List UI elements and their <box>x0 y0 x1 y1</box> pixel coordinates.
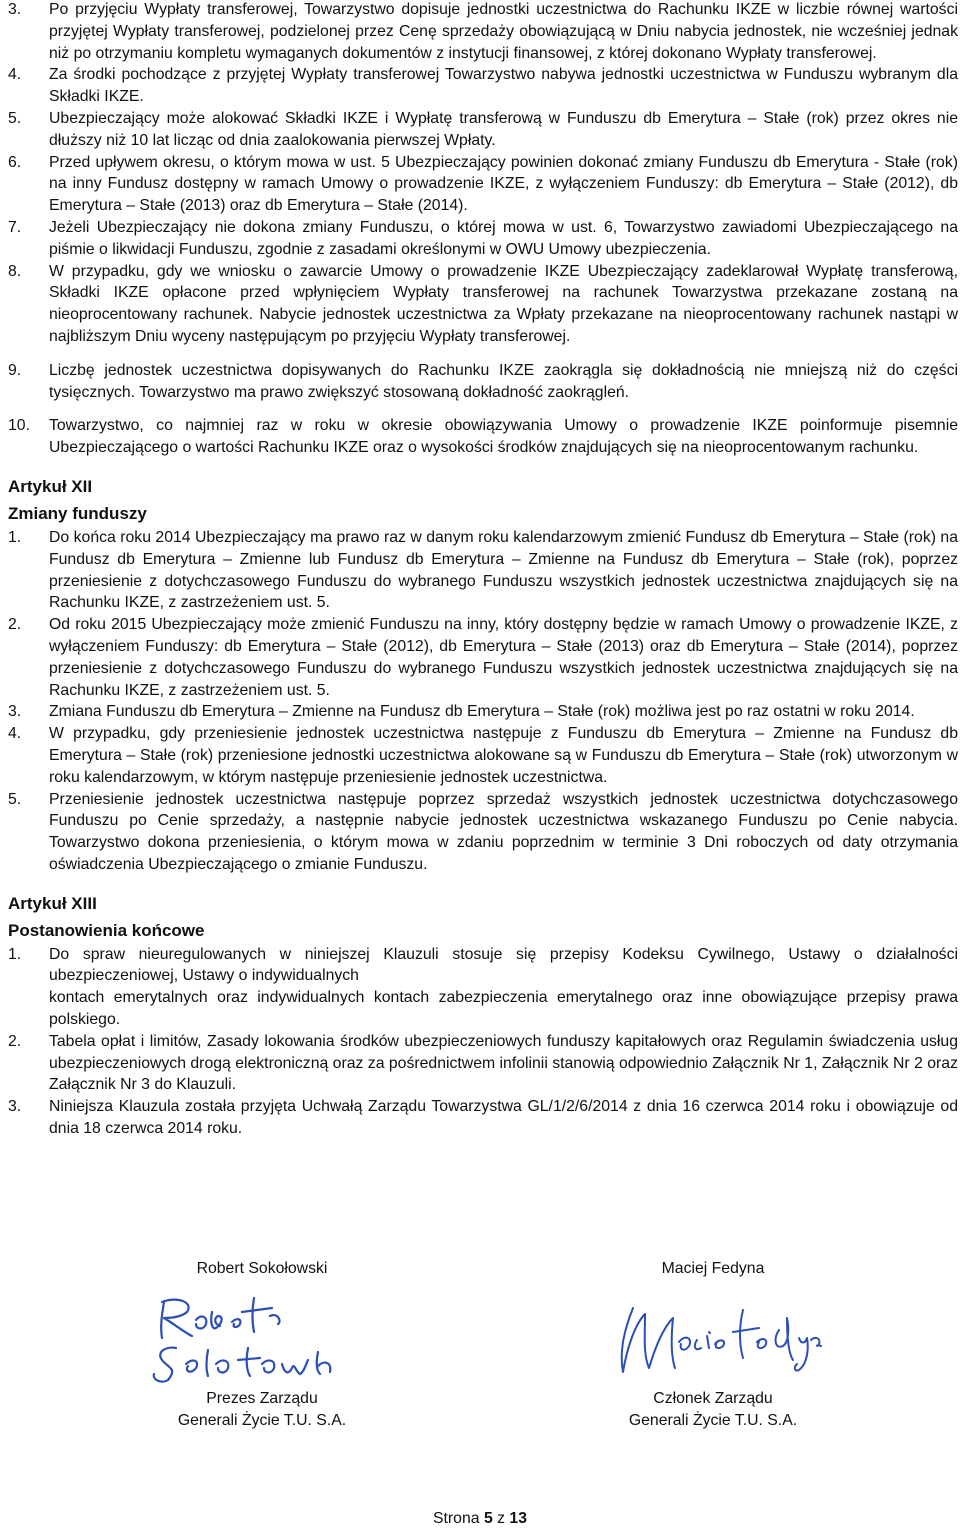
item-number: 10. <box>8 417 30 435</box>
item-text: Liczbę jednostek uczestnictwa dopisywanych do Rachunku IKZE zaokrągla się dokładnością nie mniejszą niż do części tysięcznych. Towarzystwo ma prawo zwiększyć stosowaną dokładność zaokrągleń. <box>49 361 958 401</box>
item-number: 9. <box>8 361 22 379</box>
list-item <box>8 614 958 701</box>
page-label: Strona <box>433 1510 480 1527</box>
article-13-list <box>8 944 958 1140</box>
article-subtitle: Postanowienia końcowe <box>8 920 205 940</box>
item-number: 2. <box>8 616 22 634</box>
list-item <box>8 701 958 723</box>
item-number: 4. <box>8 725 22 743</box>
article-12-list <box>8 527 958 876</box>
list-item <box>8 152 958 217</box>
item-number: 2. <box>8 1032 22 1050</box>
total-pages-number: 13 <box>509 1510 527 1527</box>
handwritten-signature-icon <box>593 1288 833 1388</box>
item-text: Niniejsza Klauzula została przyjęta Uchwałą Zarządu Towarzystwa GL/1/2/6/2014 z dnia 16 czerwca 2014 roku i obowiązuje od dnia 18 czerwca 2014 roku. <box>49 1098 958 1138</box>
item-number: 8. <box>8 262 22 280</box>
list-item <box>8 108 958 152</box>
signature-left <box>112 1258 412 1432</box>
page-footer <box>0 1508 960 1530</box>
handwritten-signature-icon <box>142 1288 382 1388</box>
list-item <box>8 723 958 788</box>
current-page-number: 5 <box>483 1510 493 1527</box>
item-number: 1. <box>8 945 22 963</box>
list-item <box>8 1096 958 1140</box>
list-item <box>8 0 958 64</box>
item-text: Towarzystwo, co najmniej raz w roku w okresie obowiązywania Umowy o prowadzenie IKZE poinformuje pisemnie Ubezpieczającego o wartości Rachunku IKZE oraz o wysokości środków znajdujących się na nieoprocentowanym rachunku. <box>49 417 958 457</box>
item-number: 4. <box>8 66 22 84</box>
item-text: W przypadku, gdy we wniosku o zawarcie Umowy o prowadzenie IKZE Ubezpieczający zadeklarował Wypłatę transferową, Składki IKZE opłacone przed wpłynięciem Wypłaty transferowej na rachunek Towarzystwa przekazane zostaną na nieoprocentowany rachunek. Nabycie jednostek uczestnictwa za Wpłaty przekazane na nieoprocentowany rachunek nastąpi w najbliższym Dniu wyceny następującym po przyjęciu Wypłaty transferowej. <box>49 262 958 345</box>
item-number: 5. <box>8 790 22 808</box>
article-title: Artykuł XIII <box>8 893 97 913</box>
item-number: 7. <box>8 218 22 236</box>
item-text: Ubezpieczający może alokować Składki IKZE i Wypłatę transferową w Funduszu db Emerytura – Stałe (rok) przez okres nie dłuższy niż 10 lat licząc od dnia zaalokowania pierwszej Wpłaty. <box>49 109 958 149</box>
article-title: Artykuł XII <box>8 476 93 496</box>
list-item <box>8 944 958 1031</box>
signatory-name: Maciej Fedyna <box>661 1260 765 1277</box>
list-item <box>8 261 958 348</box>
list-item <box>8 415 958 459</box>
item-text: Do końca roku 2014 Ubezpieczający ma prawo raz w danym roku kalendarzowym zmienić Fundusz db Emerytura – Stałe (rok) na Fundusz db Emerytura – Zmienne lub Fundusz db Emerytura – Zmienne na Fundusz db Emerytura – Stałe (rok), poprzez przeniesienie z dotychczasowego Funduszu do wybranego Funduszu wszystkich jednostek uczestnictwa znajdujących się na Rachunku IKZE, z zastrzeżeniem ust. 5. <box>49 528 958 612</box>
article-subtitle: Zmiany funduszy <box>8 503 147 523</box>
article-13-heading <box>8 890 958 944</box>
page-separator: z <box>497 1510 506 1527</box>
signatory-role: Członek Zarządu <box>653 1390 773 1407</box>
item-number: 3. <box>8 703 22 721</box>
list-item <box>8 360 958 404</box>
item-number: 3. <box>8 1 22 18</box>
item-number: 1. <box>8 528 22 546</box>
item-text: Jeżeli Ubezpieczający nie dokona zmiany Funduszu, o której mowa w ust. 6, Towarzystwo zawiadomi Ubezpieczającego na piśmie o likwidacji Funduszu, zgodnie z zasadami określonymi w OWU Umowy ubezpieczenia. <box>49 218 958 258</box>
article-12-heading <box>8 473 958 527</box>
item-text: Zmiana Funduszu db Emerytura – Zmienne na Fundusz db Emerytura – Stałe (rok) możliwa jest po raz ostatni w roku 2014. <box>49 703 915 721</box>
item-text: Tabela opłat i limitów, Zasady lokowania środków ubezpieczeniowych funduszy kapitałowych oraz Regulamin świadczenia usług ubezpieczeniowych drogą elektroniczną oraz za pośrednictwem infolinii stanowią odpowiednio Załącznik Nr 1, Załącznik Nr 2 oraz Załącznik Nr 3 do Klauzuli. <box>49 1032 958 1094</box>
item-number: 3. <box>8 1098 22 1116</box>
signatures-block <box>0 1258 960 1448</box>
signatory-company: Generali Życie T.U. S.A. <box>628 1411 798 1429</box>
signatory-role: Prezes Zarządu <box>206 1390 318 1407</box>
item-text: W przypadku, gdy przeniesienie jednostek uczestnictwa następuje z Funduszu db Emerytura – Zmienne na Fundusz db Emerytura – Stałe (rok) przeniesione jednostki uczestnictwa alokowane są w Funduszu db Emerytura – Stałe (rok) utworzonym w roku kalendarzowym, w którym następuje przeniesienie jednostek uczestnictwa. <box>49 725 958 786</box>
item-text: Przed upływem okresu, o którym mowa w ust. 5 Ubezpieczający powinien dokonać zmiany Funduszu db Emerytura - Stałe (rok) na inny Fundusz dostępny w ramach Umowy o prowadzenie IKZE, z wyłączeniem Funduszy: db Emerytura – Stałe (2012), db Emerytura – Stałe (2013) oraz db Emerytura – Stałe (2014). <box>49 153 958 215</box>
signatory-name: Robert Sokołowski <box>196 1260 328 1277</box>
article-11-continued-list <box>8 0 958 459</box>
list-item <box>8 789 958 876</box>
list-item <box>8 64 958 108</box>
signatory-company: Generali Życie T.U. S.A. <box>177 1411 347 1429</box>
item-text: Do spraw nieuregulowanych w niniejszej Klauzuli stosuje się przepisy Kodeksu Cywilnego, Ustawy o działalności ubezpieczeniowej, Ustawy o indywidualnych kontach emerytalnych oraz indywidualnych kontach zabezpieczenia emerytalnego oraz inne obowiązujące przepisy prawa polskiego. <box>49 945 958 1029</box>
item-text: Po przyjęciu Wypłaty transferowej, Towarzystwo dopisuje jednostki uczestnictwa do Rachunku IKZE w liczbie równej wartości przyjętej Wypłaty transferowej, podzielonej przez Cenę sprzedaży obowiązującą w Dniu nabycia jednostek, nie wcześniej jednak niż po otrzymaniu kompletu wymaganych dokumentów z instytucji finansowej, z której dokonano Wypłaty transferowej. <box>49 1 958 62</box>
item-text: Za środki pochodzące z przyjętej Wypłaty transferowej Towarzystwo nabywa jednostki uczestnictwa w Funduszu wybranym dla Składki IKZE. <box>49 66 958 106</box>
list-item <box>8 1031 958 1096</box>
list-item <box>8 527 958 614</box>
signature-right <box>563 1258 863 1432</box>
item-text: Przeniesienie jednostek uczestnictwa następuje poprzez sprzedaż wszystkich jednostek uczestnictwa dotychczasowego Funduszu po Cenie sprzedaży, a następnie nabycie jednostek uczestnictwa wskazanego Funduszu po Cenie nabycia. Towarzystwo dokona przeniesienia, o którym mowa w zdaniu poprzednim w terminie 3 Dni roboczych od daty otrzymania oświadczenia Ubezpieczającego o zmianie Funduszu. <box>49 790 958 873</box>
document-content <box>8 0 958 1140</box>
list-item <box>8 217 958 261</box>
item-number: 6. <box>8 153 22 171</box>
item-number: 5. <box>8 109 22 127</box>
item-text: Od roku 2015 Ubezpieczający może zmienić Funduszu na inny, który dostępny będzie w ramach Umowy o prowadzenie IKZE, z wyłączeniem Funduszy: db Emerytura – Stałe (2012), db Emerytura – Stałe (2013) oraz db Emerytura – Stałe (2014), poprzez przeniesienie z dotychczasowego Funduszu do wybranego Funduszu wszystkich jednostek uczestnictwa znajdujących się na Rachunku IKZE, z zastrzeżeniem ust. 5. <box>49 616 958 699</box>
